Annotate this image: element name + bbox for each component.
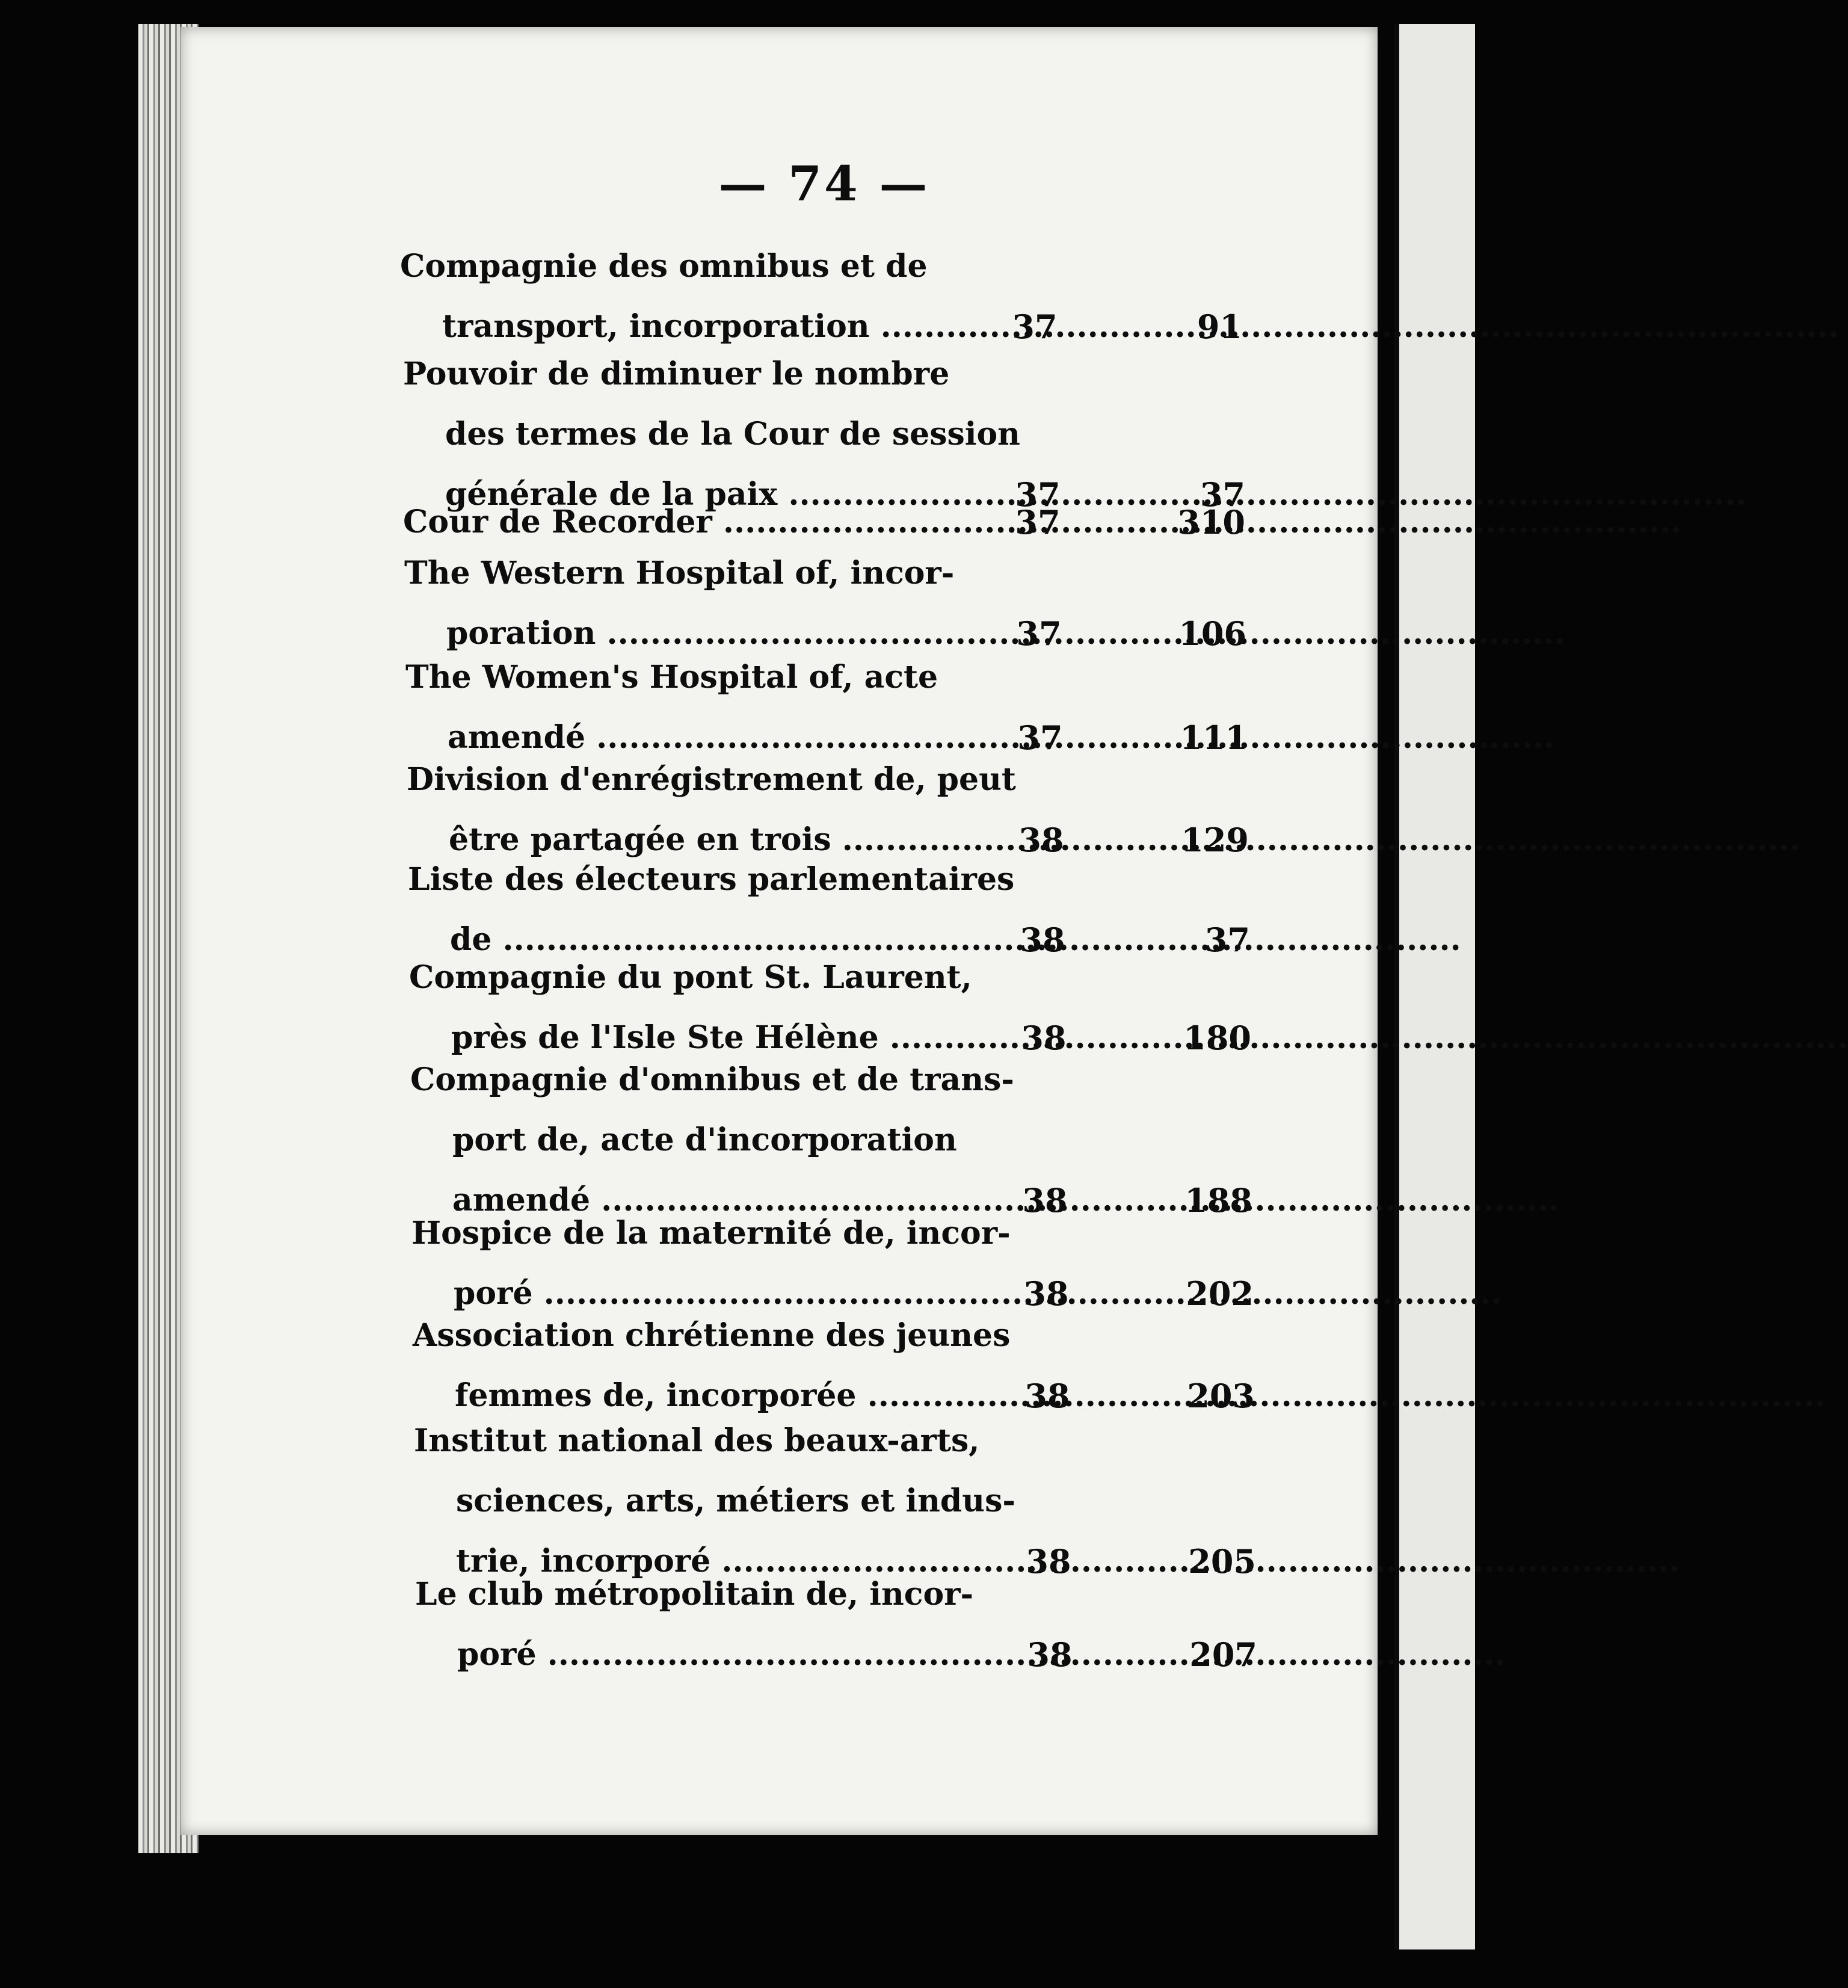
page-reference: 188 [1184, 1181, 1252, 1220]
entry-line: port de, acte d'incorporation [452, 1122, 957, 1158]
entry-line: amendé ..... [452, 1170, 928, 1230]
entry-line: Compagnie du pont St. Laurent, [409, 959, 972, 996]
entry-line: Pouvoir de diminuer le nombre [403, 356, 950, 392]
volume-number: 38 [1027, 1635, 1073, 1674]
entry-line: Institut national des beaux-arts, [414, 1422, 980, 1459]
entry-line: être partagée en trois ..... [449, 810, 924, 870]
entry-line: Compagnie d'omnibus et de trans- [410, 1061, 1014, 1098]
volume-number: 37 [1015, 503, 1061, 542]
entry-line: Le club métropolitain de, incor- [415, 1576, 974, 1613]
page-reference: 203 [1187, 1377, 1255, 1415]
volume-number: 38 [1020, 921, 1065, 959]
entry-line: de ..... [450, 910, 925, 970]
entry-line: Hospice de la maternité de, incor- [411, 1215, 1011, 1252]
entry-line: poré ..... [457, 1625, 932, 1685]
entry-line: poré ..... [454, 1264, 929, 1324]
entry-line: amendé ..... [448, 708, 923, 768]
entry-line: sciences, arts, métiers et indus- [456, 1483, 1015, 1519]
entry-line: générale de la paix ..... [445, 465, 920, 525]
entry-line: près de l'Isle Ste Hélène ..... [451, 1008, 926, 1068]
volume-number: 38 [1021, 1019, 1067, 1057]
entry-line: The Western Hospital of, incor- [404, 555, 955, 591]
page-reference: 207 [1189, 1635, 1257, 1674]
volume-number: 38 [1026, 1542, 1071, 1581]
volume-number: 38 [1023, 1274, 1069, 1313]
entry-line: Compagnie des omnibus et de [400, 248, 928, 285]
entry-line: Association chrétienne des jeunes [413, 1317, 1011, 1354]
page-reference: 129 [1181, 821, 1249, 859]
page-reference: 111 [1180, 718, 1248, 757]
volume-number: 37 [1016, 614, 1062, 653]
volume-number: 37 [1017, 718, 1063, 757]
entry-line: trie, incorporé ..... [456, 1531, 931, 1591]
page-reference: 310 [1177, 503, 1245, 542]
page-reference: 202 [1186, 1274, 1254, 1313]
volume-number: 37 [1012, 307, 1058, 346]
entry-line: transport, incorporation ..... [442, 297, 917, 357]
page-number: — 74 — [718, 155, 930, 212]
page-reference: 37 [1204, 921, 1250, 959]
entry-line: The Women's Hospital of, acte [405, 659, 938, 696]
entry-line: poration ..... [446, 604, 922, 664]
entry-line: Liste des électeurs parlementaires [408, 861, 1015, 898]
volume-number: 38 [1018, 821, 1064, 859]
page-reference: 180 [1183, 1019, 1251, 1057]
volume-number: 38 [1024, 1377, 1070, 1415]
page-reference: 37 [1200, 475, 1245, 514]
page-reference: 205 [1188, 1542, 1256, 1581]
entry-line: Division d'enrégistrement de, peut [407, 761, 1016, 798]
entry-line: Cour de Recorder ..... [403, 492, 920, 552]
entry-line: des termes de la Cour de session [445, 416, 1020, 452]
volume-number: 38 [1022, 1181, 1068, 1220]
volume-number: 37 [1015, 475, 1061, 514]
page-reference: 106 [1178, 614, 1246, 653]
page-reference: 91 [1197, 307, 1242, 346]
entry-line: femmes de, incorporée ..... [455, 1366, 930, 1426]
